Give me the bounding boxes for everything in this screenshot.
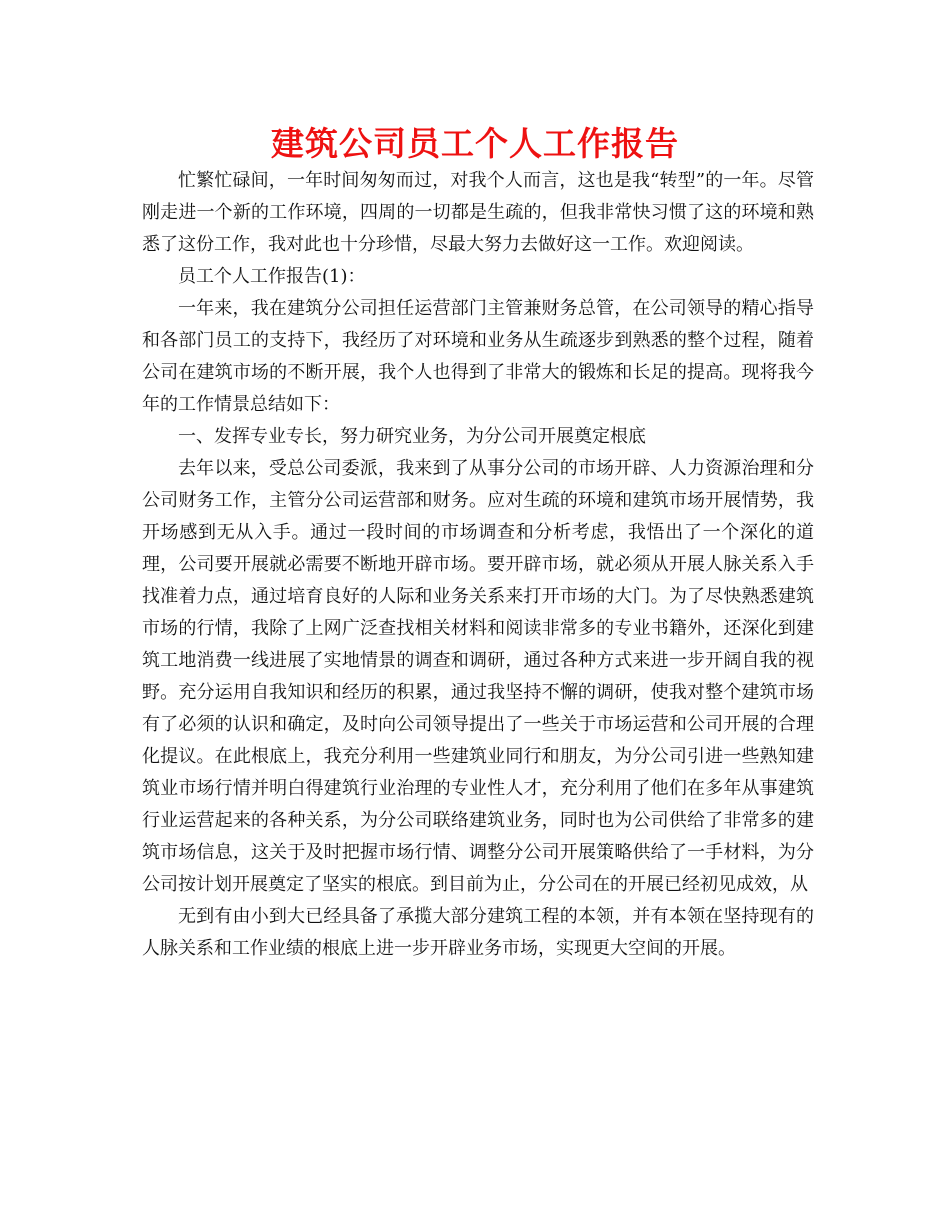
document-body — [142, 165, 814, 965]
paragraph-report-heading: 员工个人工作报告(1)： — [178, 266, 366, 287]
section-heading-1: 一、发挥专业专长，努力研究业务，为分公司开展奠定根底 — [178, 426, 646, 447]
paragraph-section-1: 去年以来，受总公司委派，我来到了从事分公司的市场开辟、人力资源治理和分公司财务工作，主管分公司运营部和财务。应对生疏的环境和建筑市场开展情势，我开场感到无从入手。通过一段时间的市场调查和分析考虑，我悟出了一个深化的道理，公司要开展就必需要不断地开辟市场。要开辟市场，就必须从开展人脉关系入手找准着力点，通过培育良好的人际和业务关系来打开市场的大门。为了尽快熟悉建筑市场的行情，我除了上网广泛查找相关材料和阅读非常多的专业书籍外，还深化到建筑工地消费一线进展了实地情景的调查和调研，通过各种方式来进一步开阔自我的视野。充分运用自我知识和经历的积累，通过我坚持不懈的调研，使我对整个建筑市场有了必须的认识和确定，及时向公司领导提出了一些关于市场运营和公司开展的合理化提议。在此根底上，我充分利用一些建筑业同行和朋友，为分公司引进一些熟知建筑业市场行情并明白得建筑行业治理的专业性人才，充分利用了他们在多年从事建筑行业运营起来的各种关系，为分公司联络建筑业务，同时也为公司供给了非常多的建筑市场信息，这关于及时把握市场行情、调整分公司开展策略供给了一手材料，为分公司按计划开展奠定了坚实的根底。到目前为止，分公司在的开展已经初见成效，从 — [142, 458, 814, 895]
paragraph-continuation: 无到有由小到大已经具备了承揽大部分建筑工程的本领，并有本领在坚持现有的人脉关系和工作业绩的根底上进一步开辟业务市场，实现更大空间的开展。 — [142, 906, 814, 959]
paragraph-intro: 忙繁忙碌间，一年时间匆匆而过，对我个人而言，这也是我“转型”的一年。尽管刚走进一个新的工作环境，四周的一切都是生疏的，但我非常快习惯了这的环境和熟悉了这份工作，我对此也十分珍惜，尽最大努力去做好这一工作。欢迎阅读。 — [142, 170, 814, 255]
document-title: 建筑公司员工个人工作报告 — [271, 124, 679, 163]
paragraph-summary: 一年来，我在建筑分公司担任运营部门主管兼财务总管，在公司领导的精心指导和各部门员工的支持下，我经历了对环境和业务从生疏逐步到熟悉的整个过程，随着公司在建筑市场的不断开展，我个人也得到了非常大的锻炼和长足的提高。现将我今年的工作情景总结如下： — [142, 298, 814, 415]
